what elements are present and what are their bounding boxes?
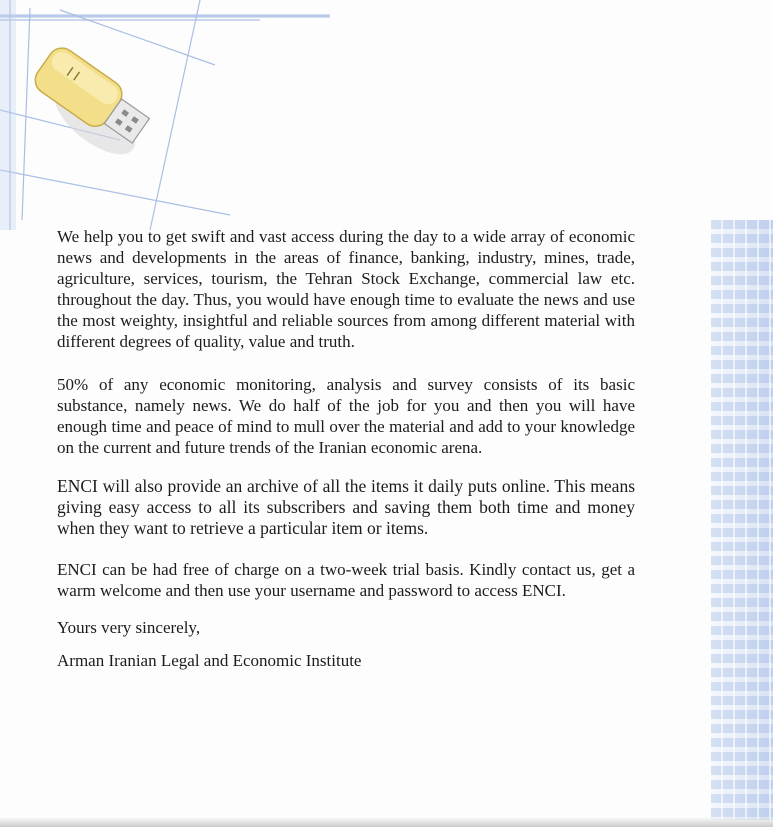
right-decorative-strip [711, 220, 773, 820]
paragraph-trial: ENCI can be had free of charge on a two-week trial basis. Kindly contact us, get a warm welcome and then use your username and password to access ENCI. [57, 560, 635, 600]
paragraph-access: We help you to get swift and vast access during the day to a wide array of economic news and developments in the areas of finance, banking, industry, mines, trade, agriculture, services, tourism, the Tehran Stock Exchange, commercial law etc. throughout the day. Thus, you would have enough time to evaluate the news and use the most weighty, insightful and reliable sources from among different material with different degrees of quality, value and truth. [57, 227, 635, 351]
signature-line: Arman Iranian Legal and Economic Institute [57, 651, 362, 670]
page-bottom-edge [0, 817, 773, 827]
usb-flash-drive-icon [30, 43, 155, 167]
closing-line: Yours very sincerely, [57, 618, 201, 637]
paragraph-archive: ENCI will also provide an archive of all the items it daily puts online. This means giving easy access to all its subscribers and saving them both time and money when they want to retrieve a particular item or items. [57, 476, 635, 538]
letter-body [57, 226, 635, 671]
paragraph-monitoring: 50% of any economic monitoring, analysis and survey consists of its basic substance, namely news. We do half of the job for you and then you will have enough time and peace of mind to mull over the material and add to your knowledge on the current and future trends of the Iranian economic arena. [57, 375, 635, 457]
corner-decoration [0, 0, 420, 240]
